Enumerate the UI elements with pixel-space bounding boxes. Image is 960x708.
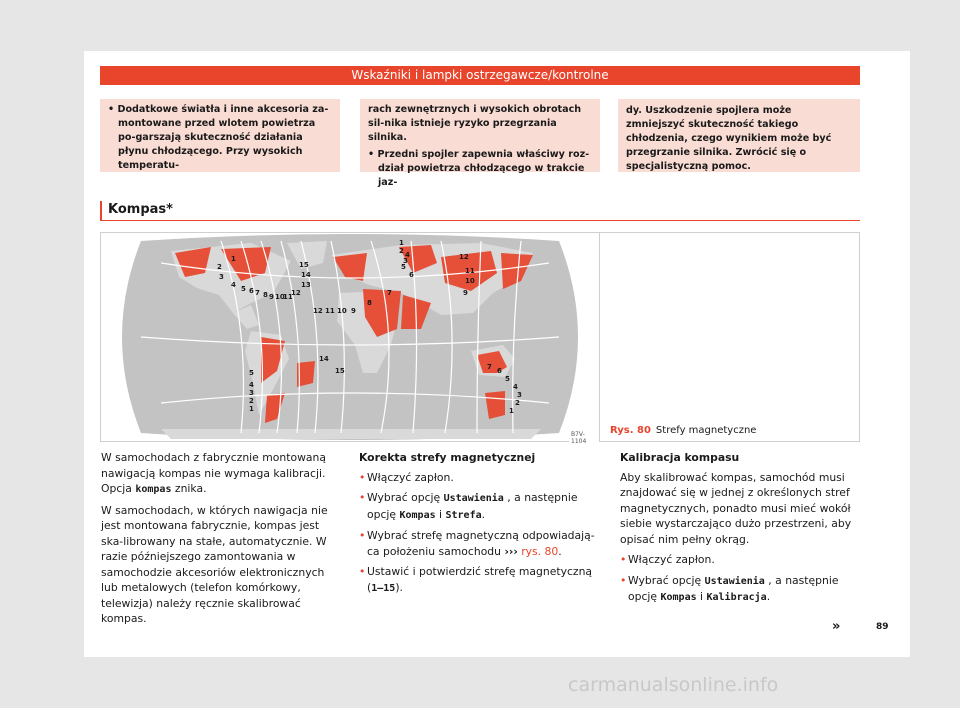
zone-label: 14 (319, 355, 329, 363)
zone-label: 5 (505, 375, 510, 383)
figure-caption (610, 425, 756, 436)
zone-label: 15 (335, 367, 345, 375)
zone-label: 2 (515, 399, 520, 407)
zone-label: 12 (313, 307, 323, 315)
text: W samochodach z fabrycznie montowaną nawigacją kompas nie wymaga kalibracji. Opcja (101, 451, 326, 495)
zone-label: 5 (249, 369, 254, 377)
menu-code: Kompas (660, 592, 697, 603)
figure-caption-text: Strefy magnetyczne (655, 425, 757, 436)
column-3 (620, 450, 860, 611)
zone-label: 10 (465, 277, 475, 285)
zone-label: 4 (231, 281, 236, 289)
menu-code: Ustawienia (443, 493, 504, 504)
zone-label: 5 (241, 285, 246, 293)
step: • Wybrać strefę magnetyczną odpowiadają-ca położeniu samochodu ››› rys. 80. (359, 528, 599, 559)
zone-label: 1 (249, 405, 254, 413)
continued-icon: » (832, 619, 841, 634)
warning-text: dy. Uszkodzenie spojlera może zmniejszyć skuteczność takiego chłodzenia, czego wynikiem może być przegrzanie silnika. Zwrócić się o specjalistyczną pomoc. (626, 105, 832, 172)
text: znika. (171, 482, 207, 495)
zone-label: 6 (497, 367, 502, 375)
world-map-image (101, 233, 599, 441)
zone-label: 4 (249, 381, 254, 389)
warning-text: Przedni spojler zapewnia właściwy roz-dział powietrza chłodzącego w trakcie jaz- (377, 149, 590, 188)
warning-box-2 (360, 99, 600, 188)
step: • Wybrać opcję Ustawienia , a następnie opcję Kompas i Kalibracja. (620, 573, 860, 606)
zone-label: 12 (459, 253, 469, 261)
zone-label: 2 (217, 263, 222, 271)
land-antarctica (161, 429, 541, 439)
zone-label: 9 (269, 293, 274, 301)
menu-code: Strefa (445, 509, 482, 521)
chapter-header (100, 66, 860, 85)
zone-label: 8 (263, 291, 268, 299)
zone-label: 9 (463, 289, 468, 297)
zone-label: 3 (249, 389, 254, 397)
zone-label: 9 (351, 307, 356, 315)
zone-label: 6 (409, 271, 414, 279)
zone-label: 14 (301, 271, 311, 279)
figure-code: B7V-1104 (569, 431, 599, 445)
zone-label: 4 (405, 251, 410, 259)
zone-label: 11 (465, 267, 475, 275)
zone-label: 1 (509, 407, 514, 415)
page-number: 89 (876, 622, 889, 632)
zone-label: 13 (301, 281, 311, 289)
subheading: Kalibracja kompasu (620, 451, 740, 464)
step: • Wybrać opcję Ustawienia , a następnie opcję Kompas i Strefa. (359, 490, 599, 523)
zone-label: 3 (517, 391, 522, 399)
chapter-title: Wskaźniki i lampki ostrzegawcze/kontrolne (351, 68, 609, 82)
column-2 (359, 450, 599, 601)
zone-label: 7 (255, 289, 260, 297)
section-title (100, 201, 860, 221)
zone-label: 11 (283, 293, 293, 301)
warning-text: rach zewnętrznych i wysokich obrotach sil-nika istnieje ryzyko przegrzania silnika. (368, 104, 582, 143)
bullet: • (368, 149, 375, 160)
zone-label: 4 (513, 383, 518, 391)
zone-label: 1 (231, 255, 236, 263)
warning-box-3 (618, 99, 860, 172)
range-code: 1–15 (371, 582, 396, 594)
zone-label: 7 (387, 289, 392, 297)
zone-label: 15 (299, 261, 309, 269)
zone-label: 3 (219, 273, 224, 281)
warning-box-1 (100, 99, 340, 172)
step: • Włączyć zapłon. (359, 470, 599, 486)
step: • Włączyć zapłon. (620, 552, 860, 568)
menu-code: Kalibracja (706, 592, 767, 603)
menu-code: Ustawienia (704, 575, 765, 587)
zone-label: 10 (275, 293, 285, 301)
magnetic-zones-map (101, 233, 600, 445)
bullet: • (108, 104, 115, 115)
paragraph: W samochodach, w których nawigacja nie jest montowana fabrycznie, kompas jest ska-librowany na stałe, automatycznie. W razie późniejszego zamontowania w samochodzie akcesoriów elektronicznych lub metalowych (telefon komórkowy, telewizja) należy ręcznie skalibrować kompas. (101, 503, 328, 625)
figure-ref: Rys. 80 (610, 425, 651, 436)
column-1 (101, 450, 341, 632)
zone-label: 3 (403, 257, 408, 265)
option-code: kompas (135, 484, 172, 495)
zone-label: 2 (249, 397, 254, 405)
zone-label: 10 (337, 307, 347, 315)
zone-label: 7 (487, 363, 492, 371)
cross-ref-arrow: ››› (504, 544, 518, 558)
figure-link[interactable]: rys. 80 (517, 544, 559, 558)
menu-code: Kompas (399, 509, 436, 521)
zone-label: 1 (399, 239, 404, 247)
watermark: carmanualsonline.info (568, 674, 779, 696)
paragraph: Aby skalibrować kompas, samochód musi znajdować się w jednej z określonych stref magnetycznych, ponadto musi mieć wokół siebie wystarczająco dużo przestrzeni, aby opisać nim pełny okrąg. (620, 470, 852, 546)
zone-label: 5 (401, 263, 406, 271)
step: • Ustawić i potwierdzić strefę magnetyczną (1–15). (359, 564, 599, 596)
warning-text: Dodatkowe światła i inne akcesoria za-montowane przed wlotem powietrza po-garszają skuteczność działania płynu chłodzącego. Przy wysokich temperatu- (117, 104, 329, 171)
zone-label: 12 (291, 289, 301, 297)
section-title-text: Kompas* (108, 202, 173, 217)
zone-label: 6 (249, 287, 254, 295)
zone-label: 11 (325, 307, 335, 315)
zone-label: 8 (367, 299, 372, 307)
subheading: Korekta strefy magnetycznej (359, 451, 536, 464)
figure-80 (100, 232, 860, 445)
zone-label: 2 (399, 247, 404, 255)
